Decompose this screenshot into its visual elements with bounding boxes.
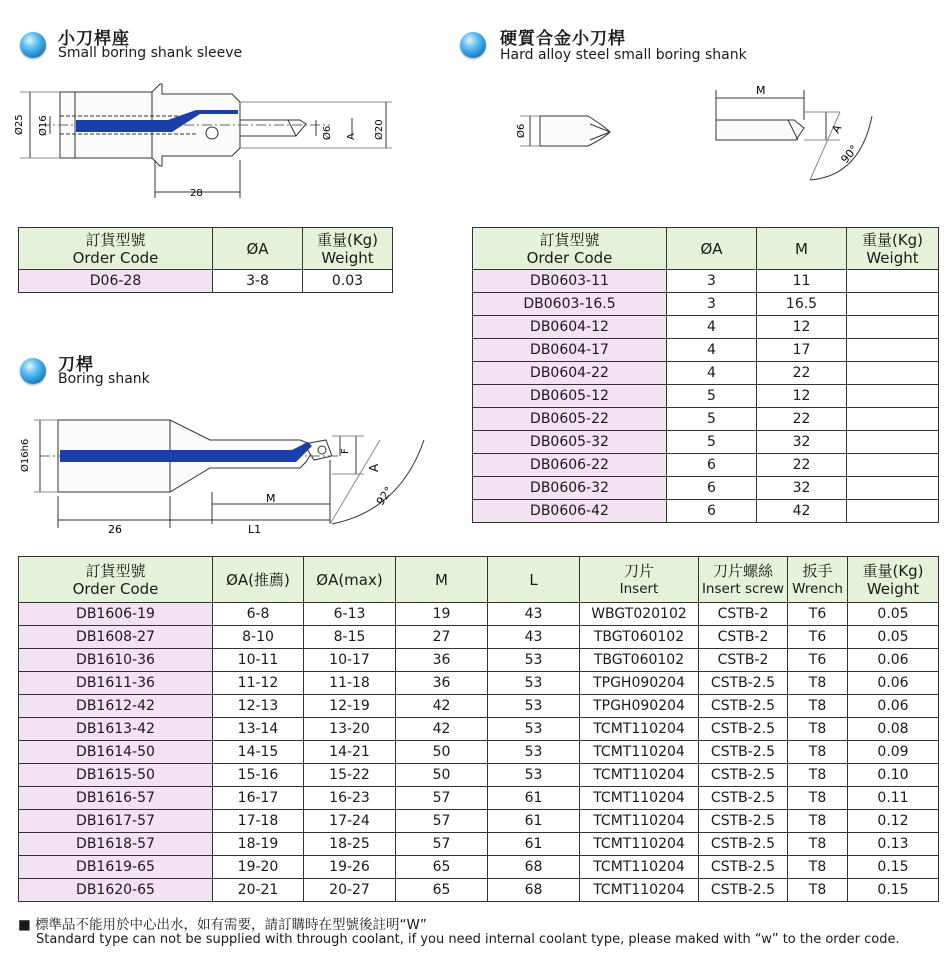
cell-a-rec: 19-20: [213, 856, 304, 879]
cell-a: 5: [667, 385, 757, 408]
dim-a: A: [346, 133, 357, 140]
cell-m: 42: [757, 500, 847, 523]
cell-weight: [847, 293, 939, 316]
cell-code: DB0604-22: [473, 362, 667, 385]
col-wrench: 扳手 Wrench: [788, 557, 848, 603]
cell-a-max: 8-15: [304, 626, 396, 649]
cell-l: 53: [488, 695, 580, 718]
section-title-boring: 刀桿: [58, 355, 94, 375]
table-row: [473, 270, 939, 293]
cell-a-max: 20-27: [304, 879, 396, 902]
cell-weight: 0.08: [848, 718, 939, 741]
cell-a-rec: 13-14: [213, 718, 304, 741]
cell-a-rec: 10-11: [213, 649, 304, 672]
cell-m: 57: [396, 810, 488, 833]
cell-screw: CSTB-2.5: [699, 672, 788, 695]
note-text-zh: 標準品不能用於中心出水，如有需要，請訂購時在型號後註明“W”: [35, 917, 427, 933]
cell-screw: CSTB-2.5: [699, 879, 788, 902]
cell-wrench: T8: [788, 856, 848, 879]
cell-m: 42: [396, 695, 488, 718]
dim-d20: Ø20: [374, 119, 385, 140]
table-row: [473, 431, 939, 454]
cell-weight: [847, 408, 939, 431]
col-insert-screw: 刀片螺絲 Insert screw: [699, 557, 788, 603]
cell-code: DB0605-22: [473, 408, 667, 431]
section-title-alloy: 硬質合金小刀桿: [500, 29, 626, 49]
cell-a: 3: [667, 293, 757, 316]
table-row: [19, 672, 939, 695]
dim-angle: 92°: [373, 484, 396, 508]
cell-wrench: T8: [788, 879, 848, 902]
sleeve-spec-table: [18, 227, 393, 293]
cell-code: DB0606-32: [473, 477, 667, 500]
dim-a: A: [829, 122, 845, 136]
cell-a-max: 17-24: [304, 810, 396, 833]
cell-insert: TCMT110204: [580, 879, 699, 902]
cell-a: 4: [667, 362, 757, 385]
table-row: [19, 856, 939, 879]
dim-l1: L1: [248, 523, 262, 536]
cell-wrench: T8: [788, 741, 848, 764]
cell-wrench: T8: [788, 718, 848, 741]
cell-l: 68: [488, 879, 580, 902]
table-row: [473, 408, 939, 431]
cell-m: 65: [396, 879, 488, 902]
section-bullet-icon: [20, 32, 46, 58]
cell-weight: [847, 477, 939, 500]
dim-d6: Ø6: [322, 125, 333, 140]
cell-l: 43: [488, 603, 580, 626]
cell-weight: 0.06: [848, 649, 939, 672]
cell-m: 19: [396, 603, 488, 626]
cell-code: DB0606-22: [473, 454, 667, 477]
cell-m: 57: [396, 787, 488, 810]
cell-m: 12: [757, 316, 847, 339]
cell-a-max: 13-20: [304, 718, 396, 741]
table-body: [19, 270, 393, 293]
cell-l: 61: [488, 833, 580, 856]
cell-code: DB1610-36: [19, 649, 213, 672]
boring-shank-spec-table: [18, 556, 939, 902]
cell-weight: 0.12: [848, 810, 939, 833]
cell-a-max: 19-26: [304, 856, 396, 879]
col-m: M: [396, 557, 488, 603]
cell-m: 32: [757, 431, 847, 454]
cell-weight: [847, 431, 939, 454]
cell-a: 5: [667, 408, 757, 431]
cell-weight: [847, 339, 939, 362]
boring-drawing: [0, 400, 440, 545]
dim-len28: 28: [190, 188, 203, 199]
cell-code: DB1616-57: [19, 787, 213, 810]
cell-screw: CSTB-2.5: [699, 833, 788, 856]
col-weight: 重量(Kg) Weight: [847, 228, 939, 270]
cell-a-max: 18-25: [304, 833, 396, 856]
cell-l: 61: [488, 810, 580, 833]
col-diameter-a: ØA: [213, 228, 303, 270]
cell-wrench: T6: [788, 626, 848, 649]
section-subtitle-alloy: Hard alloy steel small boring shank: [500, 47, 747, 63]
cell-l: 43: [488, 626, 580, 649]
cell-weight: [847, 500, 939, 523]
section-subtitle-boring: Boring shank: [58, 371, 150, 387]
cell-screw: CSTB-2.5: [699, 718, 788, 741]
cell-code: DB1615-50: [19, 764, 213, 787]
col-order-code: 訂貨型號 Order Code: [19, 228, 213, 270]
cell-insert: TCMT110204: [580, 718, 699, 741]
table-row: [19, 764, 939, 787]
cell-code: DB0603-16.5: [473, 293, 667, 316]
cell-a: 4: [667, 339, 757, 362]
cell-code: DB1614-50: [19, 741, 213, 764]
table-row: [473, 293, 939, 316]
cell-wrench: T8: [788, 672, 848, 695]
cell-weight: 0.09: [848, 741, 939, 764]
cell-m: 50: [396, 741, 488, 764]
dim-d16: Ø16: [38, 115, 49, 136]
dim-m: M: [266, 492, 276, 505]
table-row: [473, 500, 939, 523]
cell-screw: CSTB-2: [699, 603, 788, 626]
cell-weight: [847, 270, 939, 293]
table-row: [473, 339, 939, 362]
table-row: [19, 879, 939, 902]
cell-wrench: T8: [788, 787, 848, 810]
cell-m: 12: [757, 385, 847, 408]
table-row: [19, 741, 939, 764]
dim-m: M: [756, 84, 766, 97]
col-a-recommended: ØA(推薦): [213, 557, 304, 603]
cell-a-max: 6-13: [304, 603, 396, 626]
cell-a-max: 15-22: [304, 764, 396, 787]
cell-code: DB0604-12: [473, 316, 667, 339]
cell-code: DB1619-65: [19, 856, 213, 879]
cell-m: 11: [757, 270, 847, 293]
cell-a-rec: 14-15: [213, 741, 304, 764]
dim-f: F: [340, 448, 351, 454]
cell-screw: CSTB-2.5: [699, 856, 788, 879]
cell-insert: TBGT060102: [580, 626, 699, 649]
cell-l: 53: [488, 764, 580, 787]
cell-m: 22: [757, 454, 847, 477]
cell-code: D06-28: [19, 270, 213, 293]
cell-a: 6: [667, 500, 757, 523]
cell-a: 4: [667, 316, 757, 339]
dim-a: A: [367, 463, 381, 472]
cell-insert: TCMT110204: [580, 764, 699, 787]
cell-insert: TPGH090204: [580, 672, 699, 695]
cell-code: DB0605-12: [473, 385, 667, 408]
cell-insert: TCMT110204: [580, 787, 699, 810]
cell-screw: CSTB-2: [699, 626, 788, 649]
dim-angle: 90°: [838, 142, 861, 166]
cell-m: 36: [396, 649, 488, 672]
cell-weight: [847, 362, 939, 385]
cell-m: 16.5: [757, 293, 847, 316]
cell-insert: TCMT110204: [580, 856, 699, 879]
cell-m: 42: [396, 718, 488, 741]
section-bullet-icon: [20, 358, 46, 384]
footnote-en: Standard type can not be supplied with through coolant, if you need internal coolant type, please maked with “w” to the order code.: [36, 932, 900, 947]
cell-m: 50: [396, 764, 488, 787]
col-weight: 重量(Kg) Weight: [303, 228, 393, 270]
cell-m: 17: [757, 339, 847, 362]
cell-weight: 0.06: [848, 695, 939, 718]
col-diameter-a: ØA: [667, 228, 757, 270]
cell-insert: WBGT020102: [580, 603, 699, 626]
cell-code: DB1612-42: [19, 695, 213, 718]
cell-wrench: T8: [788, 810, 848, 833]
cell-a: 3: [667, 270, 757, 293]
col-weight: 重量(Kg) Weight: [848, 557, 939, 603]
sleeve-drawing: [0, 80, 420, 220]
alloy-spec-table: [472, 227, 939, 523]
table-row: [19, 270, 393, 293]
table-row: [19, 695, 939, 718]
footnote-zh: [18, 913, 427, 933]
cell-screw: CSTB-2.5: [699, 764, 788, 787]
cell-weight: 0.10: [848, 764, 939, 787]
cell-insert: TCMT110204: [580, 833, 699, 856]
dim-d6: Ø6: [516, 123, 527, 138]
cell-a-rec: 17-18: [213, 810, 304, 833]
cell-m: 27: [396, 626, 488, 649]
section-subtitle-sleeve: Small boring shank sleeve: [58, 45, 243, 61]
table-row: [473, 477, 939, 500]
cell-l: 53: [488, 741, 580, 764]
cell-a-rec: 8-10: [213, 626, 304, 649]
cell-a-max: 11-18: [304, 672, 396, 695]
cell-code: DB1606-19: [19, 603, 213, 626]
cell-a-rec: 15-16: [213, 764, 304, 787]
cell-screw: CSTB-2.5: [699, 810, 788, 833]
cell-code: DB0606-42: [473, 500, 667, 523]
cell-weight: 0.03: [303, 270, 393, 293]
cell-insert: TBGT060102: [580, 649, 699, 672]
table-body: [473, 270, 939, 523]
cell-weight: [847, 316, 939, 339]
col-order-code: 訂貨型號 Order Code: [19, 557, 213, 603]
cell-l: 61: [488, 787, 580, 810]
col-m: M: [757, 228, 847, 270]
table-body: [19, 603, 939, 902]
dim-len26: 26: [108, 523, 122, 536]
cell-a-max: 12-19: [304, 695, 396, 718]
table-row: [19, 718, 939, 741]
section-title-sleeve: 小刀桿座: [58, 29, 130, 49]
table-row: [473, 454, 939, 477]
cell-code: DB1617-57: [19, 810, 213, 833]
cell-l: 53: [488, 718, 580, 741]
cell-a-rec: 16-17: [213, 787, 304, 810]
cell-a-rec: 12-13: [213, 695, 304, 718]
cell-a: 3-8: [213, 270, 303, 293]
cell-a-rec: 20-21: [213, 879, 304, 902]
cell-weight: 0.06: [848, 672, 939, 695]
cell-code: DB1611-36: [19, 672, 213, 695]
table-row: [19, 833, 939, 856]
dim-d16h6: Ø16h6: [20, 438, 31, 472]
cell-a-rec: 18-19: [213, 833, 304, 856]
cell-a-rec: 6-8: [213, 603, 304, 626]
cell-insert: TCMT110204: [580, 741, 699, 764]
cell-screw: CSTB-2.5: [699, 695, 788, 718]
cell-a: 6: [667, 477, 757, 500]
cell-m: 65: [396, 856, 488, 879]
cell-code: DB1620-65: [19, 879, 213, 902]
cell-insert: TPGH090204: [580, 695, 699, 718]
cell-code: DB0605-32: [473, 431, 667, 454]
cell-m: 57: [396, 833, 488, 856]
cell-a-rec: 11-12: [213, 672, 304, 695]
table-row: [473, 316, 939, 339]
cell-wrench: T6: [788, 603, 848, 626]
col-order-code: 訂貨型號 Order Code: [473, 228, 667, 270]
cell-code: DB1608-27: [19, 626, 213, 649]
dim-d25: Ø25: [14, 114, 25, 135]
col-a-max: ØA(max): [304, 557, 396, 603]
table-row: [473, 362, 939, 385]
col-insert: 刀片 Insert: [580, 557, 699, 603]
cell-l: 68: [488, 856, 580, 879]
cell-insert: TCMT110204: [580, 810, 699, 833]
cell-screw: CSTB-2.5: [699, 741, 788, 764]
cell-m: 22: [757, 408, 847, 431]
table-row: [19, 603, 939, 626]
cell-l: 53: [488, 649, 580, 672]
cell-wrench: T8: [788, 695, 848, 718]
cell-weight: 0.15: [848, 856, 939, 879]
section-bullet-icon: [460, 32, 486, 58]
cell-m: 22: [757, 362, 847, 385]
cell-code: DB0604-17: [473, 339, 667, 362]
cell-wrench: T8: [788, 833, 848, 856]
cell-code: DB1613-42: [19, 718, 213, 741]
cell-weight: [847, 385, 939, 408]
table-row: [19, 787, 939, 810]
cell-wrench: T8: [788, 764, 848, 787]
table-row: [19, 626, 939, 649]
table-row: [19, 810, 939, 833]
cell-a-max: 16-23: [304, 787, 396, 810]
cell-weight: 0.15: [848, 879, 939, 902]
cell-weight: [847, 454, 939, 477]
cell-a-max: 14-21: [304, 741, 396, 764]
cell-wrench: T6: [788, 649, 848, 672]
cell-weight: 0.13: [848, 833, 939, 856]
cell-m: 32: [757, 477, 847, 500]
col-l: L: [488, 557, 580, 603]
cell-screw: CSTB-2: [699, 649, 788, 672]
cell-code: DB0603-11: [473, 270, 667, 293]
table-row: [19, 649, 939, 672]
cell-a: 6: [667, 454, 757, 477]
cell-a: 5: [667, 431, 757, 454]
cell-screw: CSTB-2.5: [699, 787, 788, 810]
table-row: [473, 385, 939, 408]
cell-weight: 0.05: [848, 603, 939, 626]
cell-l: 53: [488, 672, 580, 695]
cell-code: DB1618-57: [19, 833, 213, 856]
note-marker-icon: ■: [18, 917, 31, 933]
cell-weight: 0.05: [848, 626, 939, 649]
alloy-drawing: [500, 80, 900, 190]
cell-m: 36: [396, 672, 488, 695]
cell-a-max: 10-17: [304, 649, 396, 672]
cell-weight: 0.11: [848, 787, 939, 810]
